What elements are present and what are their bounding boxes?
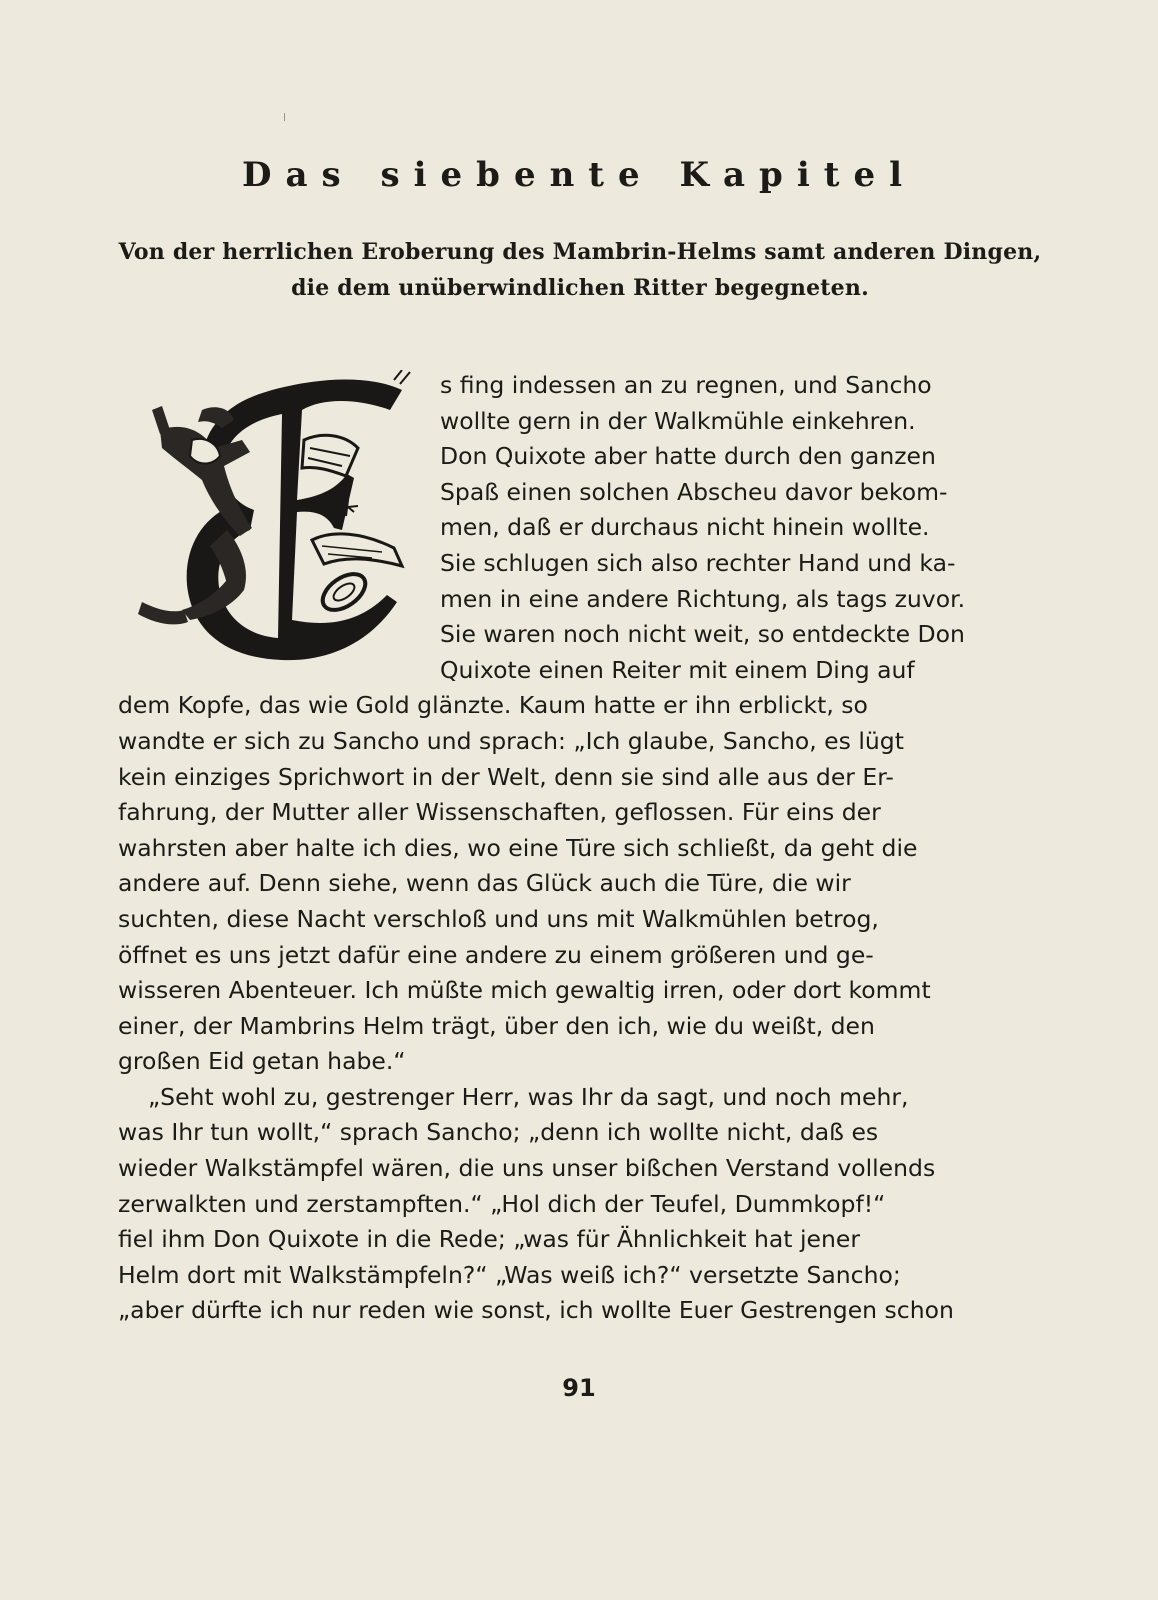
text-line: Sie waren noch nicht weit, so entdeckte Don xyxy=(440,620,965,649)
text-line: wieder Walkstämpfel wären, die uns unser bißchen Verstand vollends xyxy=(118,1154,936,1183)
chapter-subtitle xyxy=(100,234,1060,306)
text-line: zerwalkten und zerstampften.“ „Hol dich der Teufel, Dummkopf!“ xyxy=(118,1189,886,1218)
text-line: wahrsten aber halte ich dies, wo eine Türe sich schließt, da geht die xyxy=(118,833,918,862)
text-line: Sie schlugen sich also rechter Hand und ka- xyxy=(440,548,956,577)
text-line: Helm dort mit Walkstämpfeln?“ „Was weiß ich?“ versetzte Sancho; xyxy=(118,1260,901,1289)
text-line: men in eine andere Richtung, als tags zuvor. xyxy=(440,584,966,613)
text-line: Spaß einen solchen Abscheu davor bekom- xyxy=(440,477,948,506)
text-line: fiel ihm Don Quixote in die Rede; „was für Ähnlichkeit hat jener xyxy=(118,1225,860,1254)
text-line: suchten, diese Nacht verschloß und uns mit Walkmühlen betrog, xyxy=(118,904,879,933)
page-number: 91 xyxy=(562,1374,596,1402)
chapter-subtitle-line: Von der herrlichen Eroberung des Mambrin-Helms samt anderen Dingen, xyxy=(118,239,1042,265)
text-line: kein einziges Sprichwort in der Welt, denn sie sind alle aus der Er- xyxy=(118,762,894,791)
text-line: „aber dürfte ich nur reden wie sonst, ich wollte Euer Gestrengen schon xyxy=(118,1296,954,1325)
text-line: wandte er sich zu Sancho und sprach: „Ich glaube, Sancho, es lügt xyxy=(118,726,904,755)
body-text xyxy=(118,368,970,1329)
text-line: s fing indessen an zu regnen, und Sancho xyxy=(440,371,932,399)
chapter-subtitle-line: die dem unüberwindlichen Ritter begegneten. xyxy=(291,275,869,301)
text-line: „Seht wohl zu, gestrenger Herr, was Ihr da sagt, und noch mehr, xyxy=(148,1082,909,1111)
text-line: wisseren Abenteuer. Ich müßte mich gewaltig irren, oder dort kommt xyxy=(118,976,931,1005)
text-line: einer, der Mambrins Helm trägt, über den ich, wie du weißt, den xyxy=(118,1011,875,1040)
text-line: Don Quixote aber hatte durch den ganzen xyxy=(440,442,936,471)
text-line: was Ihr tun wollt,“ sprach Sancho; „denn ich wollte nicht, daß es xyxy=(118,1118,879,1147)
text-line: wollte gern in der Walkmühle einkehren. xyxy=(440,406,916,435)
text-line: men, daß er durchaus nicht hinein wollte. xyxy=(440,513,930,542)
text-line: öffnet es uns jetzt dafür eine andere zu einem größeren und ge- xyxy=(118,940,874,969)
chapter-title: Das siebente Kapitel xyxy=(241,155,916,195)
text-line: Quixote einen Reiter mit einem Ding auf xyxy=(440,655,915,684)
text-line: großen Eid getan habe.“ xyxy=(118,1047,406,1076)
text-line: dem Kopfe, das wie Gold glänzte. Kaum hatte er ihn erblickt, so xyxy=(118,691,868,720)
text-line: fahrung, der Mutter aller Wissenschaften, geflossen. Für eins der xyxy=(118,798,881,827)
text-line: andere auf. Denn siehe, wenn das Glück auch die Türe, die wir xyxy=(118,869,851,898)
print-speck xyxy=(284,113,285,121)
